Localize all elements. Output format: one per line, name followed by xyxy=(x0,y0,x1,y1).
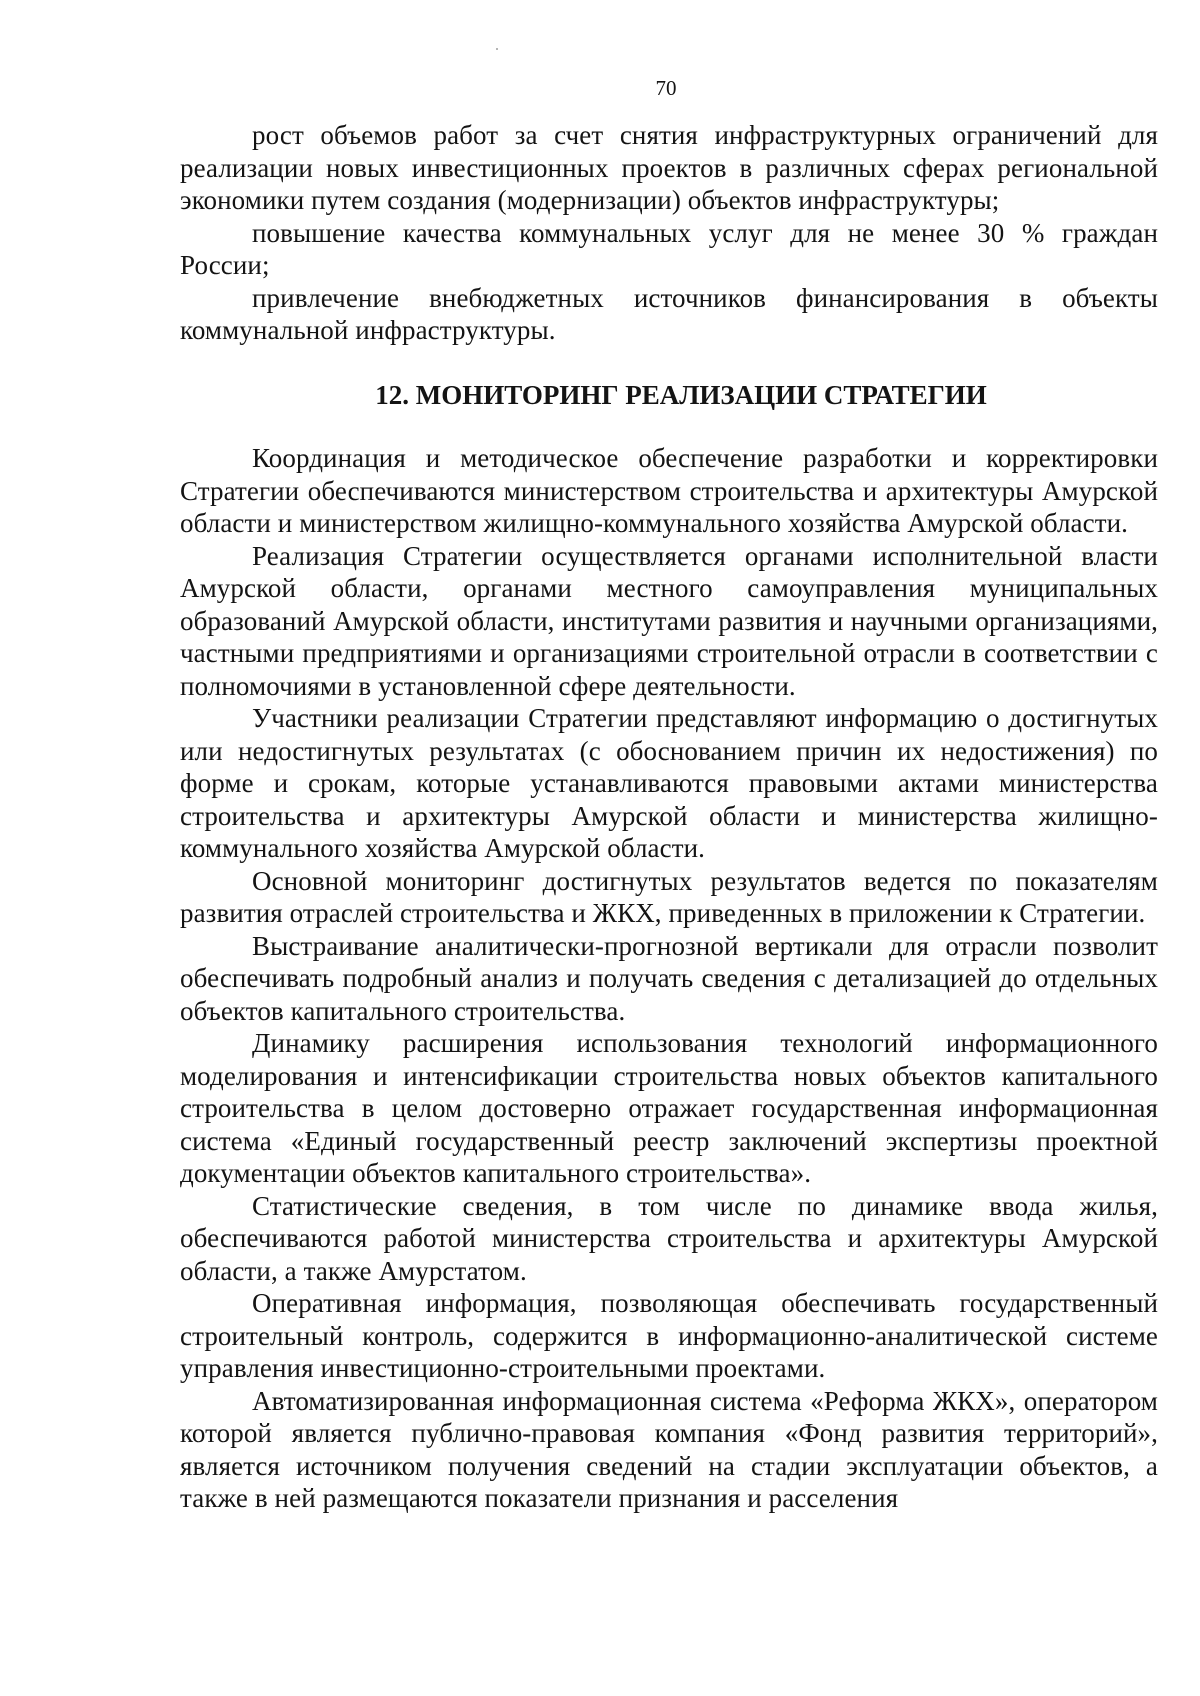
paragraph: Статистические сведения, в том числе по динамике ввода жилья, обеспечиваются работой министерства строительства и архитектуры Амурской области, а также Амурстатом. xyxy=(180,1190,1158,1286)
paragraph: Выстраивание аналитически-прогнозной вертикали для отрасли позволит обеспечивать подробный анализ и получать сведения с детализацией до отдельных объектов капитального строительства. xyxy=(180,930,1158,1026)
intro-text-block xyxy=(180,119,1158,347)
paragraph: Динамику расширения использования технологий информационного моделирования и интенсификации строительства новых объектов капитального строительства в целом достоверно отражает государственная информационная система «Единый государственный реестр заключений экспертизы проектной документации объектов капитального строительства». xyxy=(180,1028,1158,1188)
section-text-block xyxy=(180,442,1158,1515)
paragraph: Оперативная информация, позволяющая обеспечивать государственный строительный контроль, содержится в информационно-аналитической системе управления инвестиционно-строительными проектами. xyxy=(180,1288,1158,1383)
page-number: 70 xyxy=(655,76,677,100)
paragraph: Участники реализации Стратегии представляют информацию о достигнутых или недостигнутых результатах (с обоснованием причин их недостижения) по форме и срокам, которые устанавливаются правовыми актами министерства строительства и архитектуры Амурской области и министерства жилищно-коммунального хозяйства Амурской области. xyxy=(180,703,1158,863)
paragraph: Основной мониторинг достигнутых результатов ведется по показателям развития отраслей строительства и ЖКХ, приведенных в приложении к Стратегии. xyxy=(180,865,1158,928)
paragraph: Автоматизированная информационная система «Реформа ЖКХ», оператором которой является публично-правовая компания «Фонд развития территорий», является источником получения сведений на стадии эксплуатации объектов, а также в ней размещаются показатели признания и расселения xyxy=(180,1385,1158,1513)
paragraph: повышение качества коммунальных услуг для не менее 30 % граждан России; xyxy=(180,217,1158,280)
paragraph: рост объемов работ за счет снятия инфраструктурных ограничений для реализации новых инвестиционных проектов в различных сферах региональной экономики путем создания (модернизации) объектов инфраструктуры; xyxy=(180,120,1158,215)
paragraph: Координация и методическое обеспечение разработки и корректировки Стратегии обеспечиваются министерством строительства и архитектуры Амурской области и министерством жилищно-коммунального хозяйства Амурской области. xyxy=(180,443,1158,538)
scan-speck xyxy=(496,48,498,50)
paragraph: Реализация Стратегии осуществляется органами исполнительной власти Амурской области, органами местного самоуправления муниципальных образований Амурской области, институтами развития и научными организациями, частными предприятиями и организациями строительной отрасли в соответствии с полномочиями в установленной сфере деятельности. xyxy=(180,540,1158,701)
section-heading: 12. МОНИТОРИНГ РЕАЛИЗАЦИИ СТРАТЕГИИ xyxy=(375,380,987,410)
paragraph: привлечение внебюджетных источников финансирования в объекты коммунальной инфраструктуры. xyxy=(180,282,1158,345)
